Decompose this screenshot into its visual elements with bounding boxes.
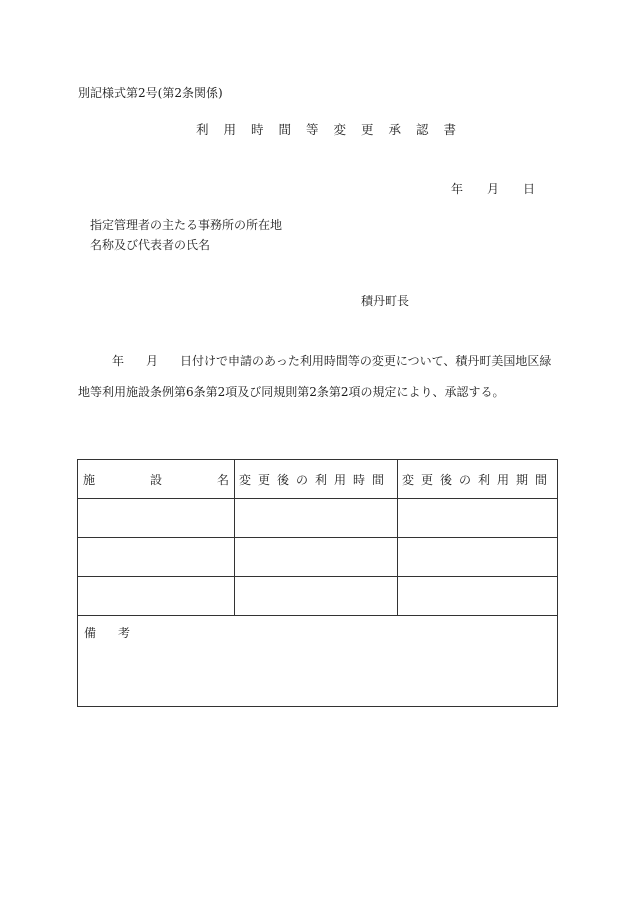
facility-name-cell[interactable] (78, 538, 235, 577)
period-cell[interactable] (398, 538, 558, 577)
period-cell[interactable] (398, 577, 558, 616)
body-text-line-1 (112, 352, 551, 369)
document-title: 利用時間等変更承認書 (196, 122, 472, 137)
date-year-label: 年 (451, 182, 464, 196)
body-line1-text: 日付けで申請のあった利用時間等の変更について、積丹町美国地区緑 (180, 354, 552, 368)
table-header-row (78, 460, 558, 499)
body-year-label: 年 (112, 354, 125, 368)
facility-name-cell[interactable] (78, 499, 235, 538)
table-row (78, 538, 558, 577)
addressee-name: 名称及び代表者の氏名 (90, 238, 211, 252)
body-month-label: 月 (146, 354, 159, 368)
hours-cell[interactable] (235, 577, 398, 616)
table-row (78, 577, 558, 616)
body-text-line-2: 地等利用施設条例第6条第2項及び同規則第2条第2項の規定により、承認する。 (78, 385, 505, 399)
addressee-address: 指定管理者の主たる事務所の所在地 (90, 218, 283, 232)
date-line (451, 180, 535, 197)
date-month-label: 月 (487, 182, 500, 196)
form-number: 別記様式第2号(第2条関係) (78, 86, 223, 100)
facility-name-cell[interactable] (78, 577, 235, 616)
period-cell[interactable] (398, 499, 558, 538)
remarks-cell[interactable] (78, 616, 558, 707)
date-day-label: 日 (523, 182, 536, 196)
facility-table (77, 459, 558, 707)
remarks-row (78, 616, 558, 707)
header-changed-hours: 変更後の利用時間 (235, 460, 398, 499)
hours-cell[interactable] (235, 538, 398, 577)
header-facility-name: 施設名 (78, 460, 235, 499)
table-row (78, 499, 558, 538)
remarks-label: 備考 (84, 626, 153, 640)
issuer-name: 積丹町長 (361, 294, 410, 308)
header-changed-period: 変更後の利用期間 (398, 460, 558, 499)
hours-cell[interactable] (235, 499, 398, 538)
